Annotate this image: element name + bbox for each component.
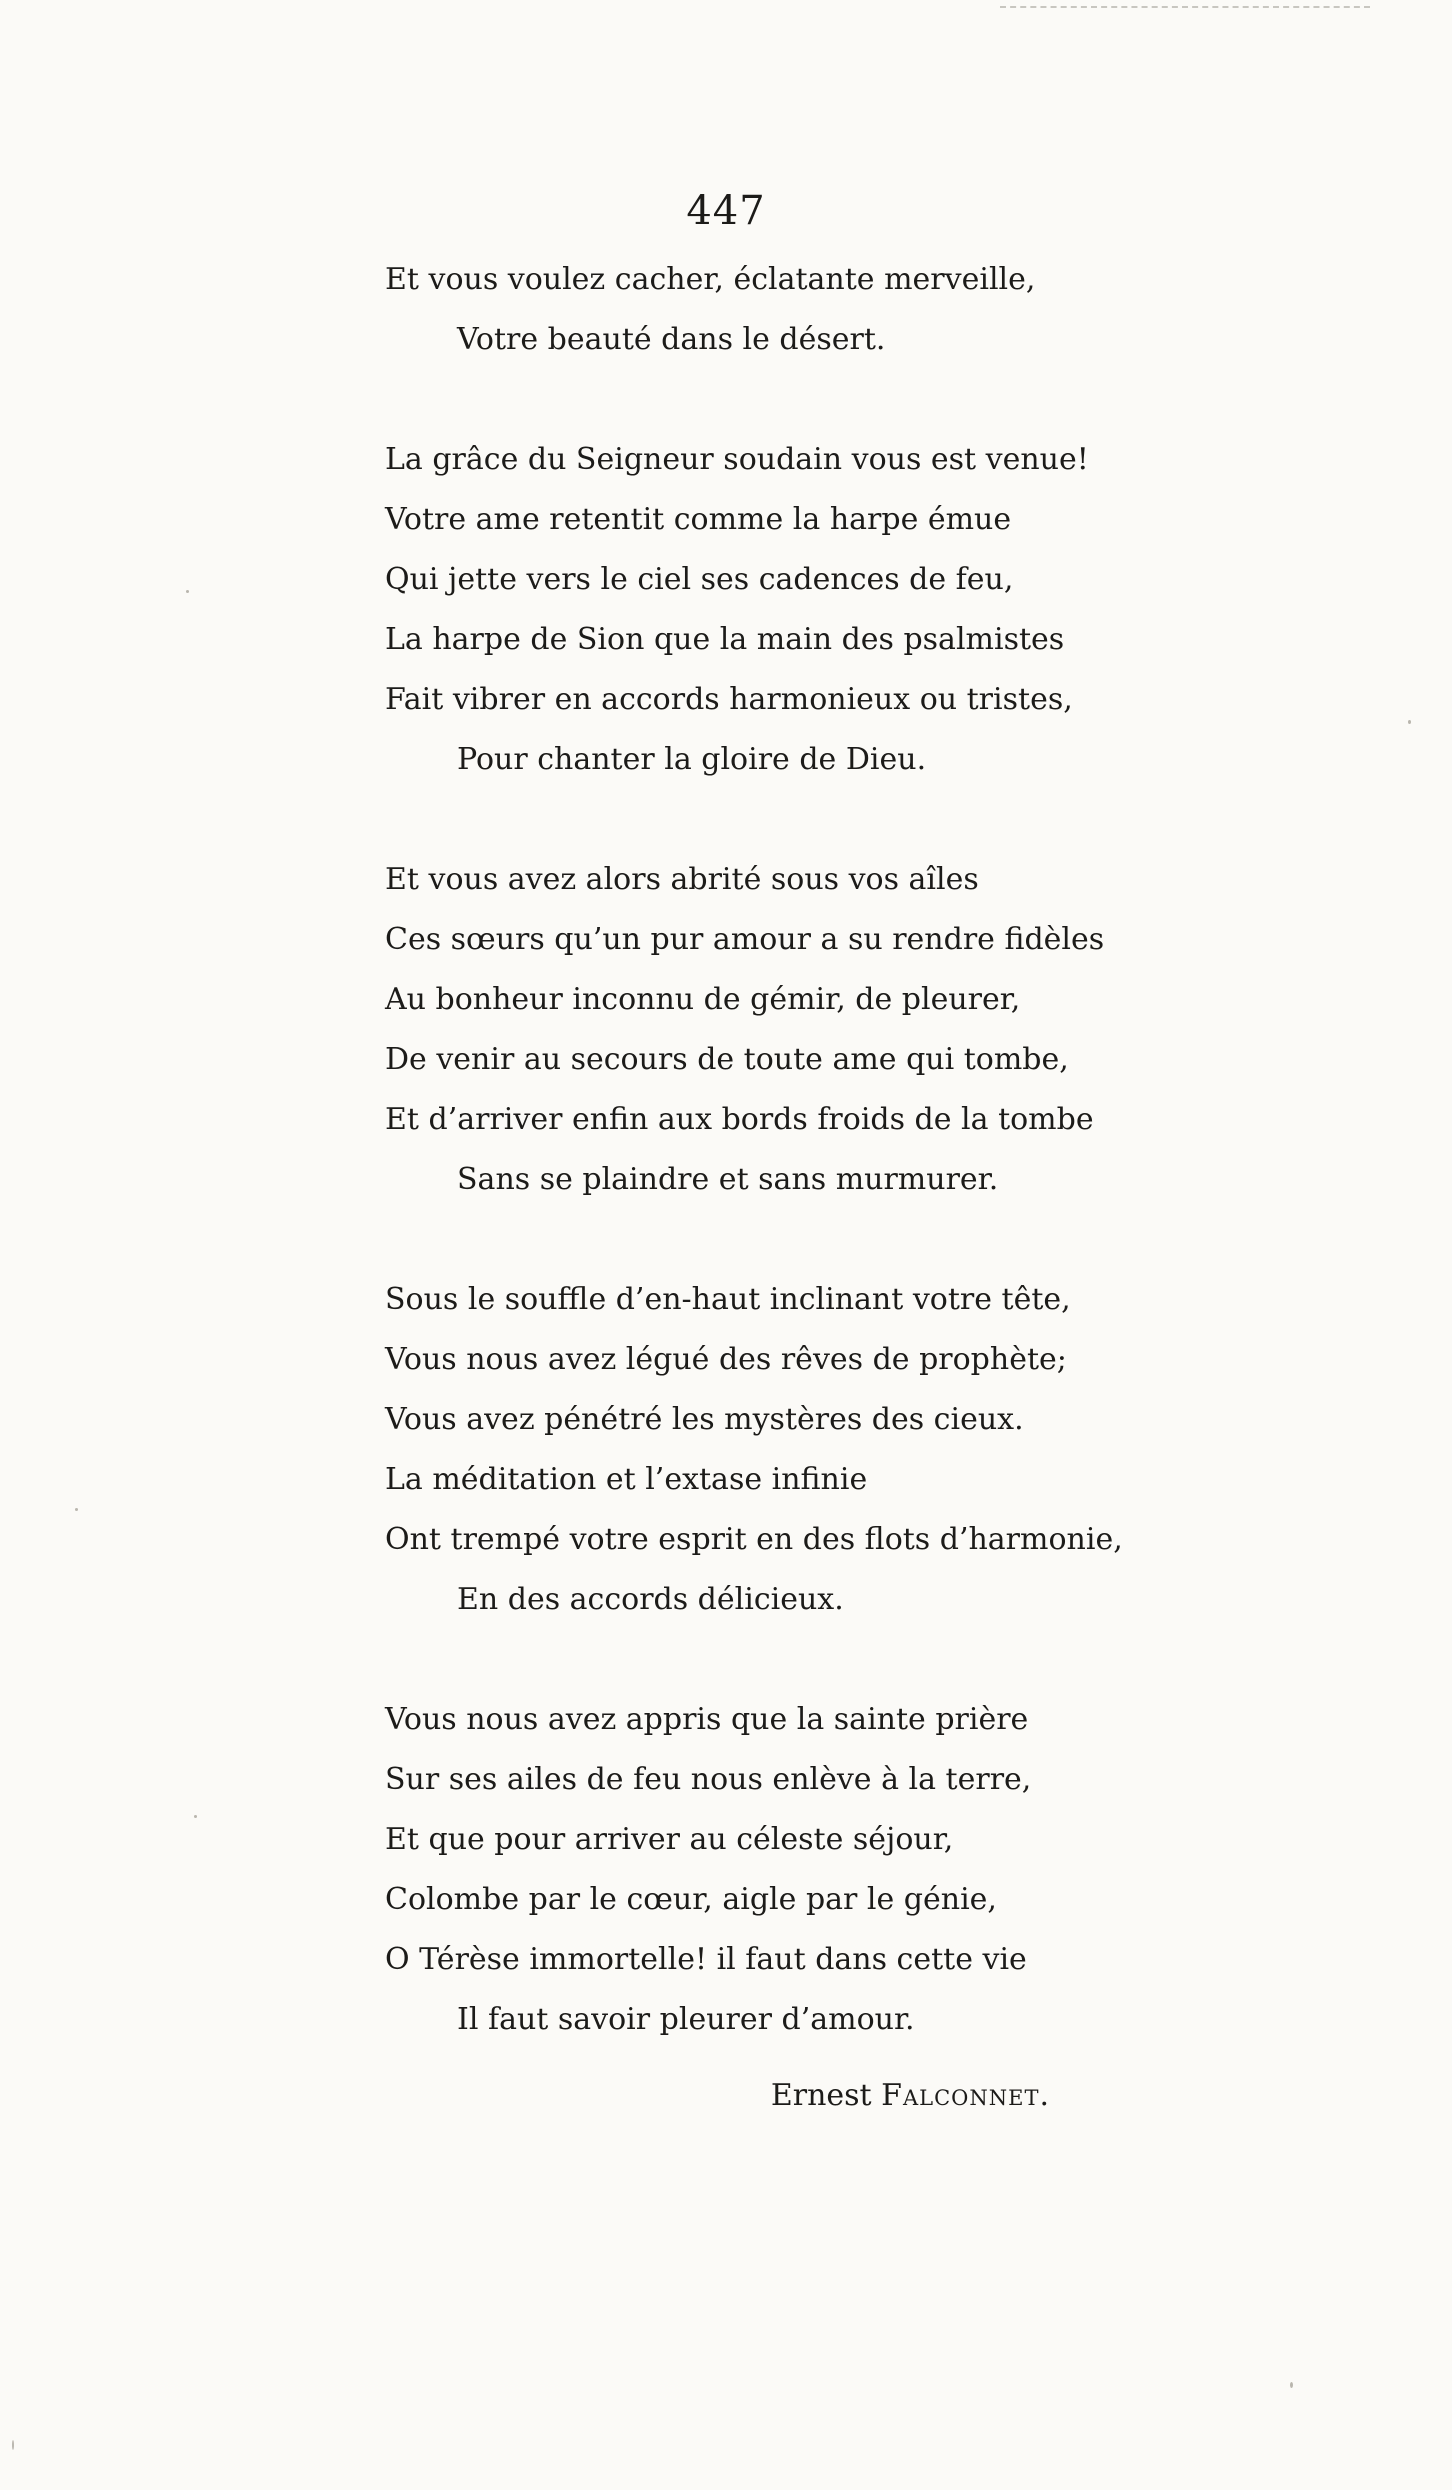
signature xyxy=(0,2078,1050,2113)
signature-given-name: Ernest xyxy=(770,2078,872,2113)
verse-line: La harpe de Sion que la main des psalmistes xyxy=(385,622,1065,657)
verse-line: Vous nous avez légué des rêves de prophète; xyxy=(385,1342,1067,1377)
verse-line: Il faut savoir pleurer d’amour. xyxy=(457,2002,915,2037)
verse-line: Colombe par le cœur, aigle par le génie, xyxy=(385,1882,997,1917)
verse-line: Ont trempé votre esprit en des flots d’harmonie, xyxy=(385,1522,1123,1557)
paper-speck xyxy=(194,1815,197,1818)
verse-line: Sans se plaindre et sans murmurer. xyxy=(457,1162,999,1197)
paper-speck xyxy=(1290,2382,1293,2388)
verse-line: La méditation et l’extase infinie xyxy=(385,1462,868,1497)
verse-line: Et vous voulez cacher, éclatante merveille, xyxy=(385,262,1036,297)
verse-line: Sur ses ailes de feu nous enlève à la terre, xyxy=(385,1762,1032,1797)
verse-line: Et vous avez alors abrité sous vos aîles xyxy=(385,862,979,897)
verse-line: Vous avez pénétré les mystères des cieux. xyxy=(385,1402,1024,1437)
signature-surname: Falconnet. xyxy=(881,2078,1050,2113)
stanza xyxy=(385,250,1145,370)
page-number: 447 xyxy=(686,188,766,234)
paper-speck xyxy=(12,2440,14,2450)
verse-line: De venir au secours de toute ame qui tombe, xyxy=(385,1042,1069,1077)
verse-line: En des accords délicieux. xyxy=(457,1582,844,1617)
verse-line: La grâce du Seigneur soudain vous est venue! xyxy=(385,442,1089,477)
paper-speck xyxy=(186,590,189,593)
poem xyxy=(385,250,1145,2110)
verse-line: Votre ame retentit comme la harpe émue xyxy=(385,502,1012,537)
verse-line: Pour chanter la gloire de Dieu. xyxy=(457,742,927,777)
verse-line: Sous le souffle d’en-haut inclinant votre tête, xyxy=(385,1282,1071,1317)
verse-line: O Térèse immortelle! il faut dans cette vie xyxy=(385,1942,1027,1977)
verse-line: Et d’arriver enfin aux bords froids de la tombe xyxy=(385,1102,1094,1137)
paper-speck xyxy=(1408,720,1411,724)
stanza xyxy=(385,1270,1145,1630)
stanza xyxy=(385,430,1145,790)
stanza xyxy=(385,850,1145,1210)
verse-line: Votre beauté dans le désert. xyxy=(457,322,886,357)
verse-line: Vous nous avez appris que la sainte prière xyxy=(385,1702,1029,1737)
verse-line: Qui jette vers le ciel ses cadences de feu, xyxy=(385,562,1014,597)
paper-speck xyxy=(75,1508,78,1511)
verse-line: Au bonheur inconnu de gémir, de pleurer, xyxy=(385,982,1021,1017)
verse-line: Ces sœurs qu’un pur amour a su rendre fidèles xyxy=(385,922,1105,957)
stanza xyxy=(385,1690,1145,2050)
verse-line: Et que pour arriver au céleste séjour, xyxy=(385,1822,954,1857)
top-edge-rule xyxy=(1000,6,1370,8)
verse-line: Fait vibrer en accords harmonieux ou tristes, xyxy=(385,682,1073,717)
